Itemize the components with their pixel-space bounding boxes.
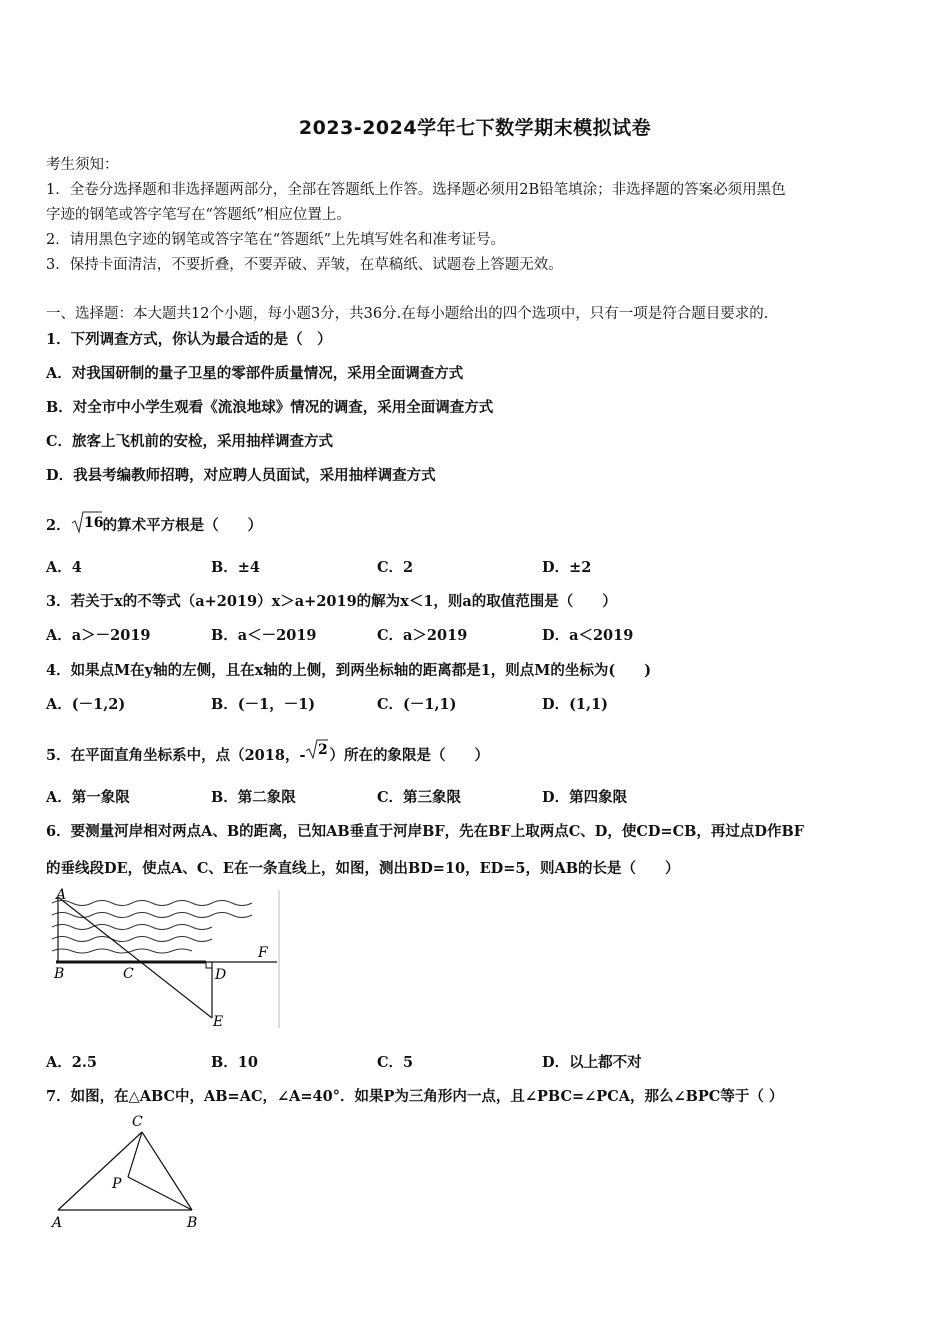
- q6-option-a: A．2.5: [46, 1054, 97, 1071]
- q7-triangle-figure: [44, 1110, 214, 1235]
- q6-river-figure: [44, 885, 284, 1033]
- q1-option-a: A．对我国研制的量子卫星的零部件质量情况，采用全面调查方式: [46, 365, 464, 382]
- q4-stem: 4．如果点M在y轴的左侧，且在x轴的上侧，到两坐标轴的距离都是1，则点M的坐标为( ): [46, 662, 652, 679]
- q5-stem-pre: 5．在平面直角坐标系中，点（2018，-: [46, 747, 306, 764]
- q1-stem: 1．下列调查方式，你认为最合适的是（ ）: [46, 331, 332, 348]
- q7-stem: 7．如图，在△ABC中，AB=AC，∠A=40°．如果P为三角形内一点，且∠PBC=∠PCA，那么∠BPC等于（ ）: [46, 1088, 784, 1105]
- q3-stem: 3．若关于x的不等式（a+2019）x＞a+2019的解为x＜1，则a的取值范围是（ ）: [46, 593, 617, 610]
- q5-stem-post: ）所在的象限是（ ）: [329, 747, 489, 764]
- notice-item-3: 3．保持卡面清洁，不要折叠，不要弄破、弄皱，在草稿纸、试题卷上答题无效。: [46, 257, 563, 273]
- notice-item-2: 2．请用黑色字迹的钢笔或答字笔在“答题纸”上先填写姓名和准考证号。: [46, 232, 506, 248]
- label-p: P: [112, 1176, 122, 1192]
- q6-option-b: B．10: [211, 1054, 258, 1071]
- q3-option-d: D．a＜2019: [542, 627, 634, 644]
- q2-radicand: 16: [83, 515, 103, 531]
- q5-option-b: B．第二象限: [211, 789, 296, 806]
- q6-stem-line1: 6．要测量河岸相对两点A、B的距离，已知AB垂直于河岸BF，先在BF上取两点C、D，使CD=CB，再过点D作BF: [46, 823, 804, 840]
- label-e: E: [213, 1014, 224, 1030]
- q2-option-d: D．±2: [542, 559, 592, 576]
- q3-option-a: A．a＞－2019: [46, 627, 151, 644]
- sqrt-16-expression: [71, 510, 103, 536]
- q5-stem: [46, 738, 489, 766]
- q2-stem-text: 的算术平方根是（ ）: [102, 517, 263, 534]
- label-b: B: [187, 1215, 198, 1231]
- q6-option-d: D．以上都不对: [542, 1054, 642, 1071]
- q5-option-d: D．第四象限: [542, 789, 628, 806]
- q3-option-c: C．a＞2019: [377, 627, 468, 644]
- q4-option-b: B．(－1，－1): [211, 696, 316, 713]
- notice-heading: 考生须知：: [46, 157, 119, 173]
- q6-stem-line2: 的垂线段DE，使点A、C、E在一条直线上，如图，测出BD=10，ED=5，则AB的长是（ ）: [46, 860, 680, 877]
- q2-stem: [46, 510, 262, 536]
- label-f: F: [258, 945, 268, 961]
- q5-option-a: A．第一象限: [46, 789, 130, 806]
- notice-item-1-cont: 字迹的钢笔或答字笔写在“答题纸”相应位置上。: [46, 207, 351, 223]
- q1-option-b: B．对全市中小学生观看《流浪地球》情况的调查，采用全面调查方式: [46, 399, 494, 416]
- label-a: A: [52, 1215, 63, 1231]
- q4-option-d: D．(1,1): [542, 696, 609, 713]
- q4-option-c: C．(－1,1): [377, 696, 457, 713]
- notice-item-1: 1．全卷分选择题和非选择题两部分，全部在答题纸上作答。选择题必须用2B铅笔填涂；非选择题的答案必须用黑色: [46, 182, 786, 198]
- triangle-abc: [58, 1132, 192, 1210]
- q2-number: 2．: [46, 517, 71, 534]
- q1-option-c: C．旅客上飞机前的安检，采用抽样调查方式: [46, 433, 334, 450]
- q2-option-b: B．±4: [211, 559, 260, 576]
- q5-radicand: 2: [318, 742, 329, 758]
- page-title: 2023-2024学年七下数学期末模拟试卷: [298, 117, 652, 139]
- label-c: C: [132, 1114, 143, 1130]
- label-b: B: [54, 966, 65, 982]
- label-c: C: [123, 966, 134, 982]
- point-p-segments: [128, 1132, 192, 1210]
- q1-option-d: D．我县考编教师招聘，对应聘人员面试，采用抽样调查方式: [46, 467, 436, 484]
- right-angle-mark: [206, 962, 212, 968]
- section-heading: 一、选择题：本大题共12个小题，每小题3分，共36分.在每小题给出的四个选项中，只有一项是符合题目要求的.: [46, 306, 769, 322]
- q4-option-a: A．(－1,2): [46, 696, 126, 713]
- q6-option-c: C．5: [377, 1054, 414, 1071]
- q5-option-c: C．第三象限: [377, 789, 462, 806]
- segment-ae: [58, 897, 212, 1018]
- q2-option-c: C．2: [377, 559, 414, 576]
- q2-option-a: A．4: [46, 559, 82, 576]
- label-a: A: [56, 887, 67, 903]
- river-waves: [52, 901, 252, 954]
- q3-option-b: B．a＜－2019: [211, 627, 317, 644]
- label-d: D: [215, 967, 227, 983]
- sqrt-2-expression: [305, 738, 329, 766]
